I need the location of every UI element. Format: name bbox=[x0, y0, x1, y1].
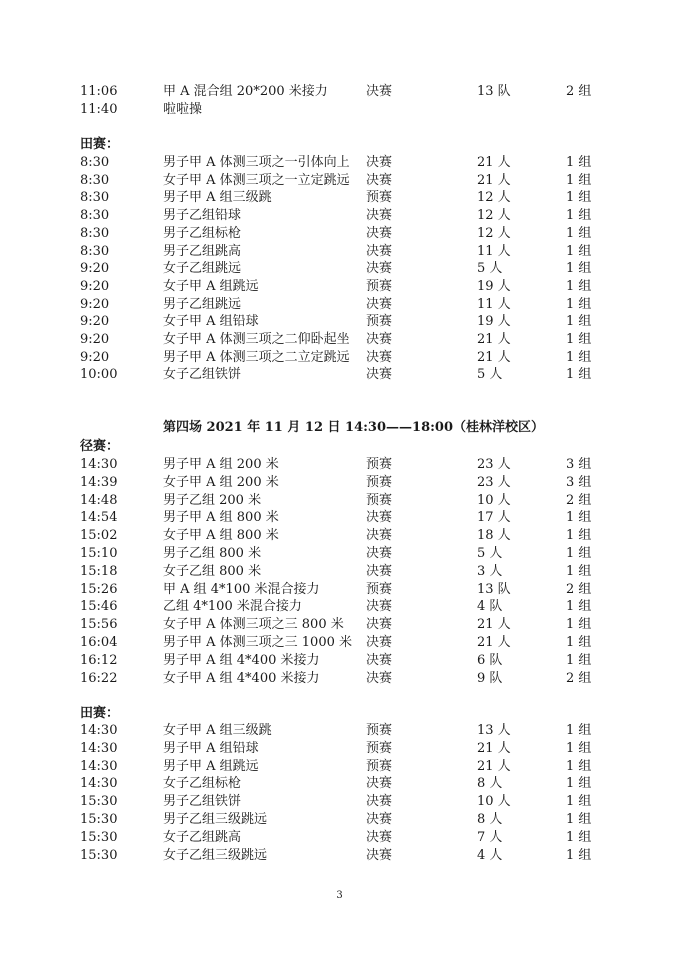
count-cell: 19 人 bbox=[477, 314, 511, 330]
time-cell: 9:20 bbox=[80, 314, 110, 330]
time-cell: 14:30 bbox=[80, 758, 118, 774]
count-cell: 18 人 bbox=[477, 528, 511, 544]
time-cell: 14:30 bbox=[80, 776, 118, 792]
time-cell: 8:30 bbox=[80, 172, 110, 188]
groups-cell: 1 组 bbox=[566, 546, 592, 561]
event-cell: 女子甲 A 体测三项之三 800 米 bbox=[163, 617, 344, 633]
schedule-row bbox=[0, 722, 679, 740]
schedule-row bbox=[0, 740, 679, 758]
event-cell: 男子乙组铁饼 bbox=[163, 794, 242, 810]
time-cell: 15:02 bbox=[80, 528, 118, 544]
round-cell: 决赛 bbox=[366, 776, 393, 792]
time-cell: 9:20 bbox=[80, 261, 110, 277]
event-cell: 男子甲 A 体测三项之二立定跳远 bbox=[163, 349, 350, 365]
count-cell: 5 人 bbox=[477, 367, 503, 383]
round-cell: 决赛 bbox=[366, 652, 393, 668]
time-cell: 14:54 bbox=[80, 510, 118, 526]
count-cell: 23 人 bbox=[477, 457, 511, 472]
schedule-row bbox=[0, 616, 679, 634]
time-cell: 14:30 bbox=[80, 457, 118, 472]
round-cell: 决赛 bbox=[366, 155, 393, 170]
event-cell: 男子乙组 200 米 bbox=[163, 492, 262, 508]
round-cell: 决赛 bbox=[366, 332, 393, 347]
round-cell: 决赛 bbox=[366, 829, 393, 845]
schedule-row bbox=[0, 527, 679, 545]
time-cell: 15:56 bbox=[80, 617, 118, 633]
count-cell: 21 人 bbox=[477, 155, 511, 170]
schedule-row bbox=[0, 829, 679, 847]
event-cell: 男子甲 A 体测三项之一引体向上 bbox=[163, 155, 350, 170]
round-cell: 决赛 bbox=[366, 296, 393, 312]
schedule-row bbox=[0, 581, 679, 599]
schedule-row bbox=[0, 545, 679, 563]
groups-cell: 1 组 bbox=[566, 528, 592, 544]
time-cell: 8:30 bbox=[80, 155, 110, 170]
count-cell: 12 人 bbox=[477, 190, 511, 206]
round-cell: 决赛 bbox=[366, 847, 393, 863]
event-cell: 女子乙组跳远 bbox=[163, 261, 242, 277]
groups-cell: 2 组 bbox=[566, 492, 592, 508]
event-cell: 女子甲 A 组 200 米 bbox=[163, 474, 279, 490]
groups-cell: 1 组 bbox=[566, 652, 592, 668]
round-cell: 决赛 bbox=[366, 172, 393, 188]
time-cell: 8:30 bbox=[80, 225, 110, 241]
count-cell: 12 人 bbox=[477, 225, 511, 241]
count-cell: 9 队 bbox=[477, 670, 503, 686]
count-cell: 4 人 bbox=[477, 847, 503, 863]
schedule-row bbox=[0, 652, 679, 670]
round-cell: 预赛 bbox=[366, 492, 393, 508]
event-cell: 女子甲 A 组 800 米 bbox=[163, 528, 279, 544]
count-cell: 4 队 bbox=[477, 599, 503, 615]
time-cell: 15:10 bbox=[80, 546, 118, 561]
groups-cell: 1 组 bbox=[566, 172, 592, 188]
groups-cell: 2 组 bbox=[566, 670, 592, 686]
event-cell: 女子乙组 800 米 bbox=[163, 563, 262, 579]
time-cell: 9:20 bbox=[80, 349, 110, 365]
schedule-row bbox=[0, 172, 679, 190]
schedule-row bbox=[0, 278, 679, 296]
schedule-row bbox=[0, 101, 679, 119]
schedule-row bbox=[0, 154, 679, 172]
schedule-row bbox=[0, 349, 679, 367]
schedule-row bbox=[0, 509, 679, 527]
schedule-row bbox=[0, 598, 679, 616]
count-cell: 21 人 bbox=[477, 635, 511, 650]
round-cell: 决赛 bbox=[366, 563, 393, 579]
groups-cell: 1 组 bbox=[566, 776, 592, 792]
groups-cell: 1 组 bbox=[566, 261, 592, 277]
groups-cell: 1 组 bbox=[566, 225, 592, 241]
event-cell: 甲 A 组 4*100 米混合接力 bbox=[163, 581, 320, 597]
count-cell: 3 人 bbox=[477, 563, 503, 579]
count-cell: 17 人 bbox=[477, 510, 511, 526]
time-cell: 14:30 bbox=[80, 723, 118, 738]
schedule-row bbox=[0, 634, 679, 652]
round-cell: 决赛 bbox=[366, 367, 393, 383]
count-cell: 13 队 bbox=[477, 84, 511, 99]
time-cell: 14:48 bbox=[80, 492, 118, 508]
count-cell: 8 人 bbox=[477, 776, 503, 792]
schedule-row bbox=[0, 758, 679, 776]
groups-cell: 3 组 bbox=[566, 474, 592, 490]
count-cell: 7 人 bbox=[477, 829, 503, 845]
schedule-row bbox=[0, 296, 679, 314]
schedule-row bbox=[0, 847, 679, 865]
schedule-row bbox=[0, 366, 679, 384]
time-cell: 15:46 bbox=[80, 599, 118, 615]
event-cell: 男子甲 A 组铅球 bbox=[163, 740, 259, 756]
event-cell: 女子乙组三级跳远 bbox=[163, 847, 268, 863]
groups-cell: 1 组 bbox=[566, 510, 592, 526]
event-cell: 男子甲 A 组跳远 bbox=[163, 758, 259, 774]
schedule-row bbox=[0, 775, 679, 793]
groups-cell: 1 组 bbox=[566, 617, 592, 633]
round-cell: 决赛 bbox=[366, 208, 393, 224]
groups-cell: 2 组 bbox=[566, 84, 592, 99]
round-cell: 预赛 bbox=[366, 581, 393, 597]
event-cell: 男子甲 A 体测三项之三 1000 米 bbox=[163, 635, 353, 650]
time-cell: 16:04 bbox=[80, 635, 118, 650]
count-cell: 21 人 bbox=[477, 349, 511, 365]
count-cell: 23 人 bbox=[477, 474, 511, 490]
schedule-row bbox=[0, 225, 679, 243]
time-cell: 11:40 bbox=[80, 102, 118, 117]
count-cell: 13 人 bbox=[477, 723, 511, 738]
count-cell: 10 人 bbox=[477, 492, 511, 508]
count-cell: 13 队 bbox=[477, 581, 511, 597]
event-cell: 啦啦操 bbox=[163, 102, 203, 117]
event-cell: 女子乙组铁饼 bbox=[163, 367, 242, 383]
groups-cell: 1 组 bbox=[566, 278, 592, 294]
groups-cell: 3 组 bbox=[566, 457, 592, 472]
event-cell: 男子甲 A 组三级跳 bbox=[163, 190, 272, 206]
groups-cell: 1 组 bbox=[566, 243, 592, 259]
groups-cell: 1 组 bbox=[566, 723, 592, 738]
time-cell: 15:30 bbox=[80, 794, 118, 810]
time-cell: 9:20 bbox=[80, 296, 110, 312]
schedule-row bbox=[0, 474, 679, 492]
time-cell: 14:39 bbox=[80, 474, 118, 490]
schedule-row bbox=[0, 260, 679, 278]
event-cell: 女子乙组标枪 bbox=[163, 776, 242, 792]
groups-cell: 1 组 bbox=[566, 208, 592, 224]
event-cell: 女子甲 A 组 4*400 米接力 bbox=[163, 670, 320, 686]
time-cell: 9:20 bbox=[80, 332, 110, 347]
count-cell: 5 人 bbox=[477, 261, 503, 277]
time-cell: 15:30 bbox=[80, 847, 118, 863]
round-cell: 预赛 bbox=[366, 190, 393, 206]
event-cell: 女子甲 A 体测三项之一立定跳远 bbox=[163, 172, 350, 188]
time-cell: 15:30 bbox=[80, 829, 118, 845]
groups-cell: 1 组 bbox=[566, 758, 592, 774]
round-cell: 决赛 bbox=[366, 546, 393, 561]
schedule-row bbox=[0, 313, 679, 331]
groups-cell: 1 组 bbox=[566, 296, 592, 312]
time-cell: 15:18 bbox=[80, 563, 118, 579]
groups-cell: 1 组 bbox=[566, 635, 592, 650]
groups-cell: 1 组 bbox=[566, 314, 592, 330]
round-cell: 决赛 bbox=[366, 528, 393, 544]
event-cell: 男子乙组跳远 bbox=[163, 296, 242, 312]
round-cell: 决赛 bbox=[366, 261, 393, 277]
groups-cell: 1 组 bbox=[566, 332, 592, 347]
round-cell: 决赛 bbox=[366, 599, 393, 615]
event-cell: 乙组 4*100 米混合接力 bbox=[163, 599, 302, 615]
time-cell: 8:30 bbox=[80, 190, 110, 206]
groups-cell: 1 组 bbox=[566, 190, 592, 206]
time-cell: 16:22 bbox=[80, 670, 118, 686]
groups-cell: 1 组 bbox=[566, 563, 592, 579]
count-cell: 21 人 bbox=[477, 758, 511, 774]
schedule-row bbox=[0, 331, 679, 349]
groups-cell: 2 组 bbox=[566, 581, 592, 597]
count-cell: 21 人 bbox=[477, 332, 511, 347]
groups-cell: 1 组 bbox=[566, 349, 592, 365]
schedule-row bbox=[0, 189, 679, 207]
event-cell: 男子乙组标枪 bbox=[163, 225, 242, 241]
groups-cell: 1 组 bbox=[566, 829, 592, 845]
field-events-heading: 田赛： bbox=[80, 137, 120, 152]
round-cell: 决赛 bbox=[366, 812, 393, 827]
time-cell: 16:12 bbox=[80, 652, 118, 668]
time-cell: 15:26 bbox=[80, 581, 118, 597]
round-cell: 预赛 bbox=[366, 758, 393, 774]
round-cell: 预赛 bbox=[366, 740, 393, 756]
round-cell: 预赛 bbox=[366, 314, 393, 330]
count-cell: 5 人 bbox=[477, 546, 503, 561]
schedule-row bbox=[0, 83, 679, 101]
time-cell: 10:00 bbox=[80, 367, 118, 383]
time-cell: 14:30 bbox=[80, 740, 118, 756]
schedule-row bbox=[0, 207, 679, 225]
time-cell: 8:30 bbox=[80, 208, 110, 224]
schedule-row bbox=[0, 456, 679, 474]
event-cell: 男子乙组铅球 bbox=[163, 208, 242, 224]
time-cell: 9:20 bbox=[80, 278, 110, 294]
event-cell: 男子甲 A 组 4*400 米接力 bbox=[163, 652, 320, 668]
track-events-heading: 径赛： bbox=[80, 439, 120, 454]
round-cell: 预赛 bbox=[366, 474, 393, 490]
round-cell: 决赛 bbox=[366, 243, 393, 259]
round-cell: 决赛 bbox=[366, 84, 393, 99]
round-cell: 决赛 bbox=[366, 225, 393, 241]
event-cell: 甲 A 混合组 20*200 米接力 bbox=[163, 84, 328, 99]
schedule-row bbox=[0, 243, 679, 261]
field-events-heading: 田赛： bbox=[80, 706, 120, 721]
round-cell: 决赛 bbox=[366, 617, 393, 633]
event-cell: 男子甲 A 组 800 米 bbox=[163, 510, 279, 526]
round-cell: 决赛 bbox=[366, 510, 393, 526]
groups-cell: 1 组 bbox=[566, 847, 592, 863]
round-cell: 决赛 bbox=[366, 794, 393, 810]
round-cell: 决赛 bbox=[366, 349, 393, 365]
event-cell: 男子乙组跳高 bbox=[163, 243, 242, 259]
event-cell: 女子甲 A 组铅球 bbox=[163, 314, 259, 330]
time-cell: 15:30 bbox=[80, 812, 118, 827]
event-cell: 男子甲 A 组 200 米 bbox=[163, 457, 279, 472]
event-cell: 女子乙组跳高 bbox=[163, 829, 242, 845]
time-cell: 8:30 bbox=[80, 243, 110, 259]
count-cell: 21 人 bbox=[477, 617, 511, 633]
session-title: 第四场 2021 年 11 月 12 日 14:30——18:00（桂林洋校区） bbox=[163, 420, 545, 435]
event-cell: 男子乙组三级跳远 bbox=[163, 812, 268, 827]
count-cell: 21 人 bbox=[477, 172, 511, 188]
schedule-row bbox=[0, 670, 679, 688]
groups-cell: 1 组 bbox=[566, 155, 592, 170]
round-cell: 决赛 bbox=[366, 670, 393, 686]
count-cell: 6 队 bbox=[477, 652, 503, 668]
event-cell: 女子甲 A 体测三项之二仰卧起坐 bbox=[163, 332, 350, 347]
round-cell: 预赛 bbox=[366, 723, 393, 738]
event-cell: 男子乙组 800 米 bbox=[163, 546, 262, 561]
groups-cell: 1 组 bbox=[566, 367, 592, 383]
count-cell: 21 人 bbox=[477, 740, 511, 756]
schedule-row bbox=[0, 811, 679, 829]
round-cell: 预赛 bbox=[366, 278, 393, 294]
count-cell: 11 人 bbox=[477, 243, 511, 259]
count-cell: 11 人 bbox=[477, 296, 511, 312]
groups-cell: 1 组 bbox=[566, 740, 592, 756]
groups-cell: 1 组 bbox=[566, 794, 592, 810]
page-number: 3 bbox=[336, 890, 343, 901]
groups-cell: 1 组 bbox=[566, 599, 592, 615]
count-cell: 8 人 bbox=[477, 812, 503, 827]
time-cell: 11:06 bbox=[80, 84, 118, 99]
event-cell: 女子甲 A 组跳远 bbox=[163, 278, 259, 294]
schedule-row bbox=[0, 563, 679, 581]
groups-cell: 1 组 bbox=[566, 812, 592, 827]
count-cell: 19 人 bbox=[477, 278, 511, 294]
count-cell: 10 人 bbox=[477, 794, 511, 810]
count-cell: 12 人 bbox=[477, 208, 511, 224]
event-cell: 女子甲 A 组三级跳 bbox=[163, 723, 272, 738]
schedule-row bbox=[0, 793, 679, 811]
round-cell: 预赛 bbox=[366, 457, 393, 472]
schedule-row bbox=[0, 492, 679, 510]
round-cell: 决赛 bbox=[366, 635, 393, 650]
